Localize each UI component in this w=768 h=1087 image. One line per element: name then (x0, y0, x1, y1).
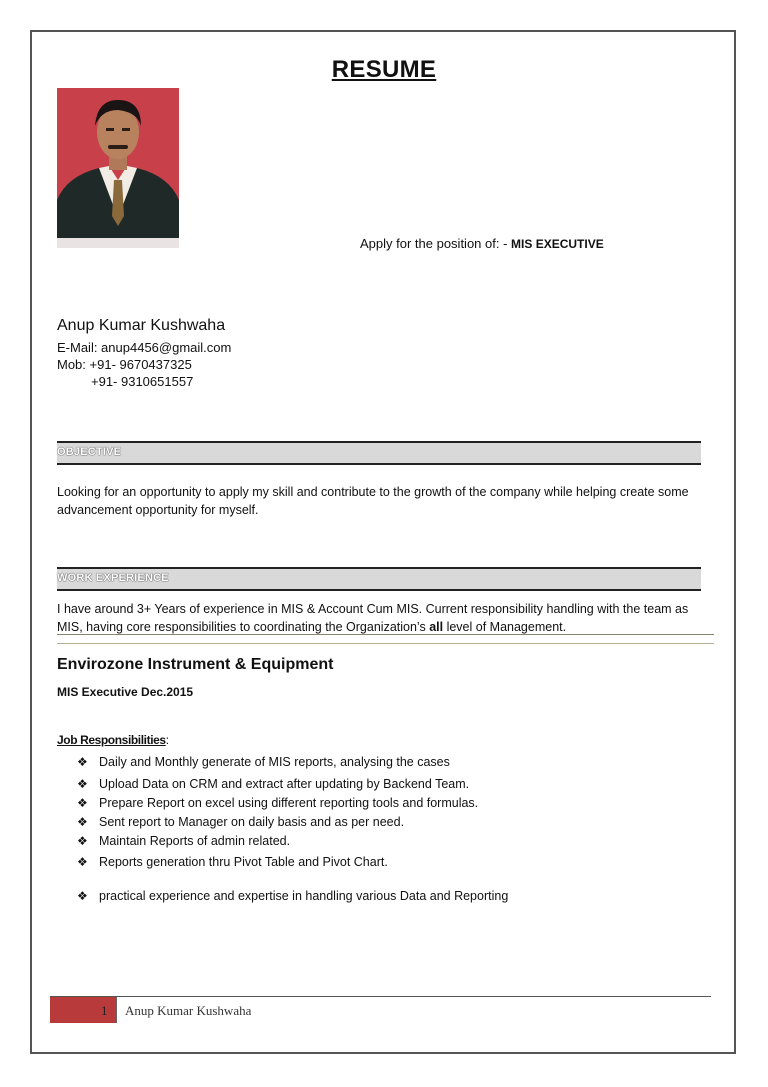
list-item (77, 834, 290, 848)
footer-name: Anup Kumar Kushwaha (125, 1003, 252, 1018)
responsibilities-label-line (57, 733, 169, 747)
list-item (77, 889, 508, 903)
bullet-diamond-icon: ❖ (77, 855, 88, 869)
contact-block (57, 339, 231, 390)
footer-separator (116, 997, 117, 1023)
list-item-text: Maintain Reports of admin related. (99, 834, 291, 848)
resume-title: RESUME (331, 56, 437, 83)
divider-line (57, 634, 714, 635)
list-item-text: practical experience and expertise in handling various Data and Reporting (99, 889, 509, 903)
responsibilities-colon: : (165, 733, 170, 747)
experience-text-start: I have around 3+ Years of experience in MIS & Account Cum MIS. Current responsibility handling with the team as MIS, having core responsibilities to coordinating the Organization’s (57, 602, 689, 634)
candidate-name: Anup Kumar Kushwaha (57, 317, 226, 334)
apply-prefix: Apply for the position of: - (360, 236, 512, 251)
page-number: 1 (101, 1003, 108, 1018)
job-role: MIS Executive Dec.2015 (57, 685, 194, 699)
apply-position-line (360, 236, 604, 251)
bullet-diamond-icon: ❖ (77, 834, 88, 848)
list-item-text: Daily and Monthly generate of MIS reports, analysing the cases (99, 755, 450, 769)
email-line: E-Mail: anup4456@gmail.com (57, 340, 232, 355)
list-item-text: Prepare Report on excel using different reporting tools and formulas. (99, 796, 479, 810)
list-item (77, 777, 469, 791)
bullet-diamond-icon: ❖ (77, 889, 88, 903)
experience-summary (57, 600, 707, 636)
list-item (77, 755, 450, 769)
list-item-text: Upload Data on CRM and extract after updating by Backend Team. (99, 777, 470, 791)
mobile-line-1: Mob: +91- 9670437325 (57, 357, 192, 372)
bullet-diamond-icon: ❖ (77, 815, 88, 829)
bullet-diamond-icon: ❖ (77, 796, 88, 810)
bullet-diamond-icon: ❖ (77, 777, 88, 791)
list-item (77, 796, 478, 810)
list-item-text: Reports generation thru Pivot Table and Pivot Chart. (99, 855, 388, 869)
list-item (77, 855, 388, 869)
experience-text-end: level of Management. (443, 620, 567, 634)
objective-heading: OBJECTIVE (57, 446, 122, 458)
profile-photo (57, 88, 179, 248)
responsibilities-label: Job Responsibilities (57, 733, 166, 747)
objective-heading-bar (57, 441, 701, 465)
footer-divider (50, 996, 711, 997)
divider-line (57, 643, 714, 644)
apply-position: MIS EXECUTIVE (511, 237, 604, 251)
bullet-diamond-icon: ❖ (77, 755, 88, 769)
mobile-line-2: +91- 9310651557 (91, 374, 194, 389)
objective-text: Looking for an opportunity to apply my skill and contribute to the growth of the company while helping create some advancement opportunity for myself. (57, 485, 689, 517)
experience-heading: WORK EXPERIENCE (57, 572, 169, 584)
experience-heading-bar (57, 567, 701, 591)
list-item-text: Sent report to Manager on daily basis and as per need. (99, 815, 405, 829)
experience-text-bold: all (429, 620, 444, 634)
company-name: Envirozone Instrument & Equipment (57, 656, 334, 673)
list-item (77, 815, 404, 829)
